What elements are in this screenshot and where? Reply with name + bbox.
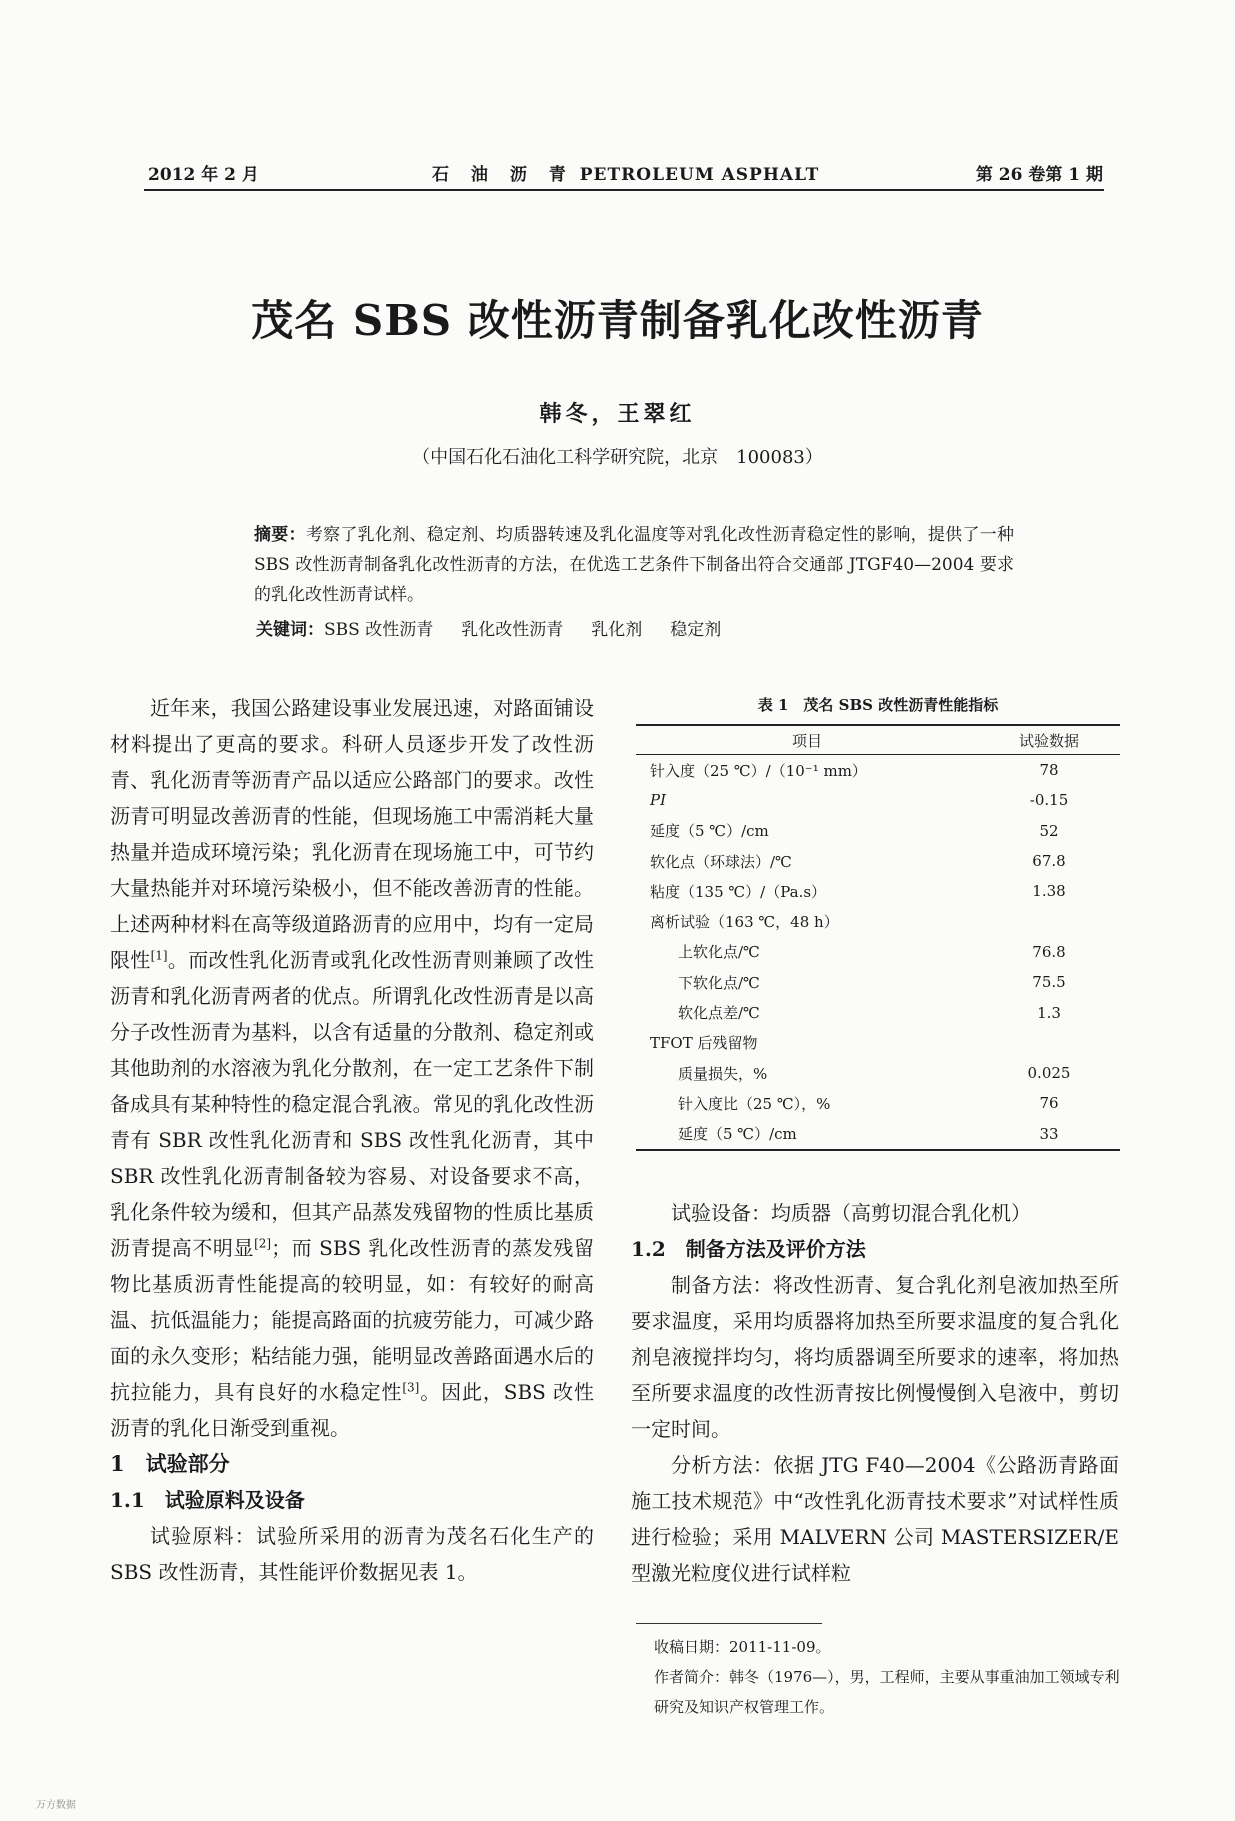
analysis-paragraph: 分析方法：依据 JTG F40—2004《公路沥青路面施工技术规范》中“改性乳化沥青技术要求”对试样性质进行检验；采用 MALVERN 公司 MASTERSIZER/E 型激光粒度仪进行试样粒: [631, 1453, 1119, 1585]
table-cell-item: 质量损失，%: [678, 1064, 768, 1083]
journal-name-en: PETROLEUM ASPHALT: [579, 165, 820, 185]
footnote: [654, 1632, 1120, 1722]
table-header-row: [636, 725, 1120, 755]
abstract-label: 摘要：: [254, 525, 306, 545]
abstract: [254, 520, 1014, 610]
table-row: [636, 1119, 1120, 1150]
table-cell-value: [978, 1028, 1120, 1058]
body-left-column: [110, 690, 594, 1590]
subsection-heading: 1.1 试验原料及设备: [110, 1488, 305, 1512]
table-cell-item: 延度（5 ℃）/cm: [636, 1119, 978, 1150]
citation-ref: [1]: [150, 948, 168, 963]
table-row: [636, 967, 1120, 997]
table-row: [636, 1088, 1120, 1118]
table-cell-value: 1.3: [1037, 1003, 1061, 1022]
keyword: 乳化改性沥青: [461, 620, 564, 640]
keyword: SBS 改性沥青: [324, 620, 434, 640]
intro-paragraph: 近年来，我国公路建设事业发展迅速，对路面铺设材料提出了更高的要求。科研人员逐步开发了改性沥青、乳化沥青等沥青产品以适应公路部门的要求。改性沥青可明显改善沥青的性能，但现场施工中需消耗大量热量并造成环境污染；乳化沥青在现场施工中，可节约大量热能并对环境污染极小，但不能改善沥青的性能。上述两种材料在高等级道路沥青的应用中，均有一定局限性[1]。而改性乳化沥青或乳化改性沥青则兼顾了改性沥青和乳化沥青两者的优点。所谓乳化改性沥青是以高分子改性沥青为基料，以含有适量的分散剂、稳定剂或其他助剂的水溶液为乳化分散剂，在一定工艺条件下制备成具有某种特性的稳定混合乳液。常见的乳化改性沥青有 SBR 改性乳化沥青和 SBS 改性乳化沥青，其中 SBR 改性乳化沥青制备较为容易、对设备要求不高，乳化条件较为缓和，但其产品蒸发残留物的性质比基质沥青提高不明显[2]；而 SBS 乳化改性沥青的蒸发残留物比基质沥青性能提高的较明显，如：有较好的耐高温、抗低温能力；能提高路面的抗疲劳能力，可减少路面的永久变形；粘结能力强，能明显改善路面遇水后的抗拉能力，具有良好的水稳定性[3]。因此，SBS 改性沥青的乳化日渐受到重视。: [110, 696, 595, 1440]
table-row: [636, 937, 1120, 967]
table-row: [636, 785, 1120, 815]
table-row: [636, 1028, 1120, 1058]
table-cell-value: 75.5: [1032, 973, 1066, 992]
table-cell-value: 0.025: [1027, 1064, 1071, 1083]
author-bio: 作者简介：韩冬（1976—），男，工程师，主要从事重油加工领域专利研究及知识产权管理工作。: [654, 1668, 1120, 1716]
citation-ref: [2]: [254, 1236, 272, 1251]
running-header-date: 2012 年 2 月: [148, 165, 259, 185]
table-cell-value: 76: [1039, 1094, 1059, 1113]
table-cell-value: 33: [978, 1119, 1120, 1150]
section-heading: 1 试验部分: [110, 1451, 230, 1476]
materials-paragraph: 试验原料：试验所采用的沥青为茂名石化生产的 SBS 改性沥青，其性能评价数据见表 1。: [110, 1524, 594, 1584]
paper-authors: 韩冬，王翠红: [539, 401, 696, 427]
table-row: [636, 755, 1120, 786]
table-cell-item: 上软化点/℃: [678, 943, 760, 962]
subsection-heading: 1.2 制备方法及评价方法: [631, 1237, 866, 1261]
table-row: [636, 1058, 1120, 1088]
table-cell-item: 针入度（25 ℃）/（10⁻¹ mm）: [650, 761, 867, 780]
properties-table: [636, 724, 1120, 1151]
table-header-value: 试验数据: [978, 725, 1120, 755]
header-rule: [144, 189, 1104, 191]
table-cell-item: PI: [650, 791, 667, 810]
table-cell-value: 52: [1039, 821, 1059, 840]
table-cell-item: 软化点差/℃: [678, 1004, 760, 1023]
watermark: 万方数据: [36, 1800, 76, 1811]
preparation-paragraph: 制备方法：将改性沥青、复合乳化剂皂液加热至所要求温度，采用均质器将加热至所要求温度的复合乳化剂皂液搅拌均匀，将均质器调至所要求的速率，将加热至所要求温度的改性沥青按比例慢慢倒入皂液中，剪切一定时间。: [631, 1273, 1119, 1441]
citation-ref: [3]: [402, 1380, 420, 1395]
keywords-label: 关键词：: [256, 620, 324, 640]
abstract-text: 考察了乳化剂、稳定剂、均质器转速及乳化温度等对乳化改性沥青稳定性的影响，提供了一种 SBS 改性沥青制备乳化改性沥青的方法，在优选工艺条件下制备出符合交通部 JTGF40—2004 要求的乳化改性沥青试样。: [254, 525, 1015, 605]
table-caption: 表 1 茂名 SBS 改性沥青性能指标: [757, 696, 999, 714]
table-cell-value: -0.15: [1029, 791, 1069, 810]
running-header-volume: 第 26 卷第 1 期: [975, 165, 1103, 185]
table-cell-value: 67.8: [1032, 852, 1066, 871]
table-cell-value: 76.8: [1032, 942, 1066, 961]
table-cell-value: 78: [1039, 761, 1059, 780]
table-cell-value: [978, 906, 1120, 936]
table-cell-item: 离析试验（163 ℃，48 h）: [650, 913, 839, 932]
keywords: [256, 615, 1016, 645]
table-cell-item: 软化点（环球法）/℃: [650, 852, 792, 871]
paper-affiliation: （中国石化石油化工科学研究院，北京 100083）: [412, 447, 823, 468]
equipment-paragraph: 试验设备：均质器（高剪切混合乳化机）: [671, 1201, 1031, 1225]
footnote-rule: [636, 1623, 822, 1624]
table-cell-item: 针入度比（25 ℃），%: [678, 1094, 831, 1113]
table-row: [636, 906, 1120, 936]
keyword: 乳化剂: [591, 620, 643, 640]
table-row: [636, 876, 1120, 906]
table-row: [636, 997, 1120, 1027]
table-header-item: 项目: [636, 725, 978, 755]
table-row: [636, 816, 1120, 846]
table-row: [636, 846, 1120, 876]
received-date: 收稿日期：2011-11-09。: [654, 1638, 831, 1656]
table-cell-item: 粘度（135 ℃）/（Pa.s）: [650, 882, 827, 901]
table-cell-item: 下软化点/℃: [678, 973, 760, 992]
paper-title: 茂名 SBS 改性沥青制备乳化改性沥青: [251, 296, 984, 345]
journal-name-cn: 石 油 沥 青: [432, 165, 574, 185]
body-right-column: [631, 1195, 1119, 1591]
table-cell-item: 延度（5 ℃）/cm: [650, 822, 769, 841]
table-cell-value: 1.38: [1032, 882, 1066, 901]
table-cell-item: TFOT 后残留物: [650, 1034, 758, 1053]
keyword: 稳定剂: [670, 620, 722, 640]
running-header-journal: [432, 160, 819, 185]
